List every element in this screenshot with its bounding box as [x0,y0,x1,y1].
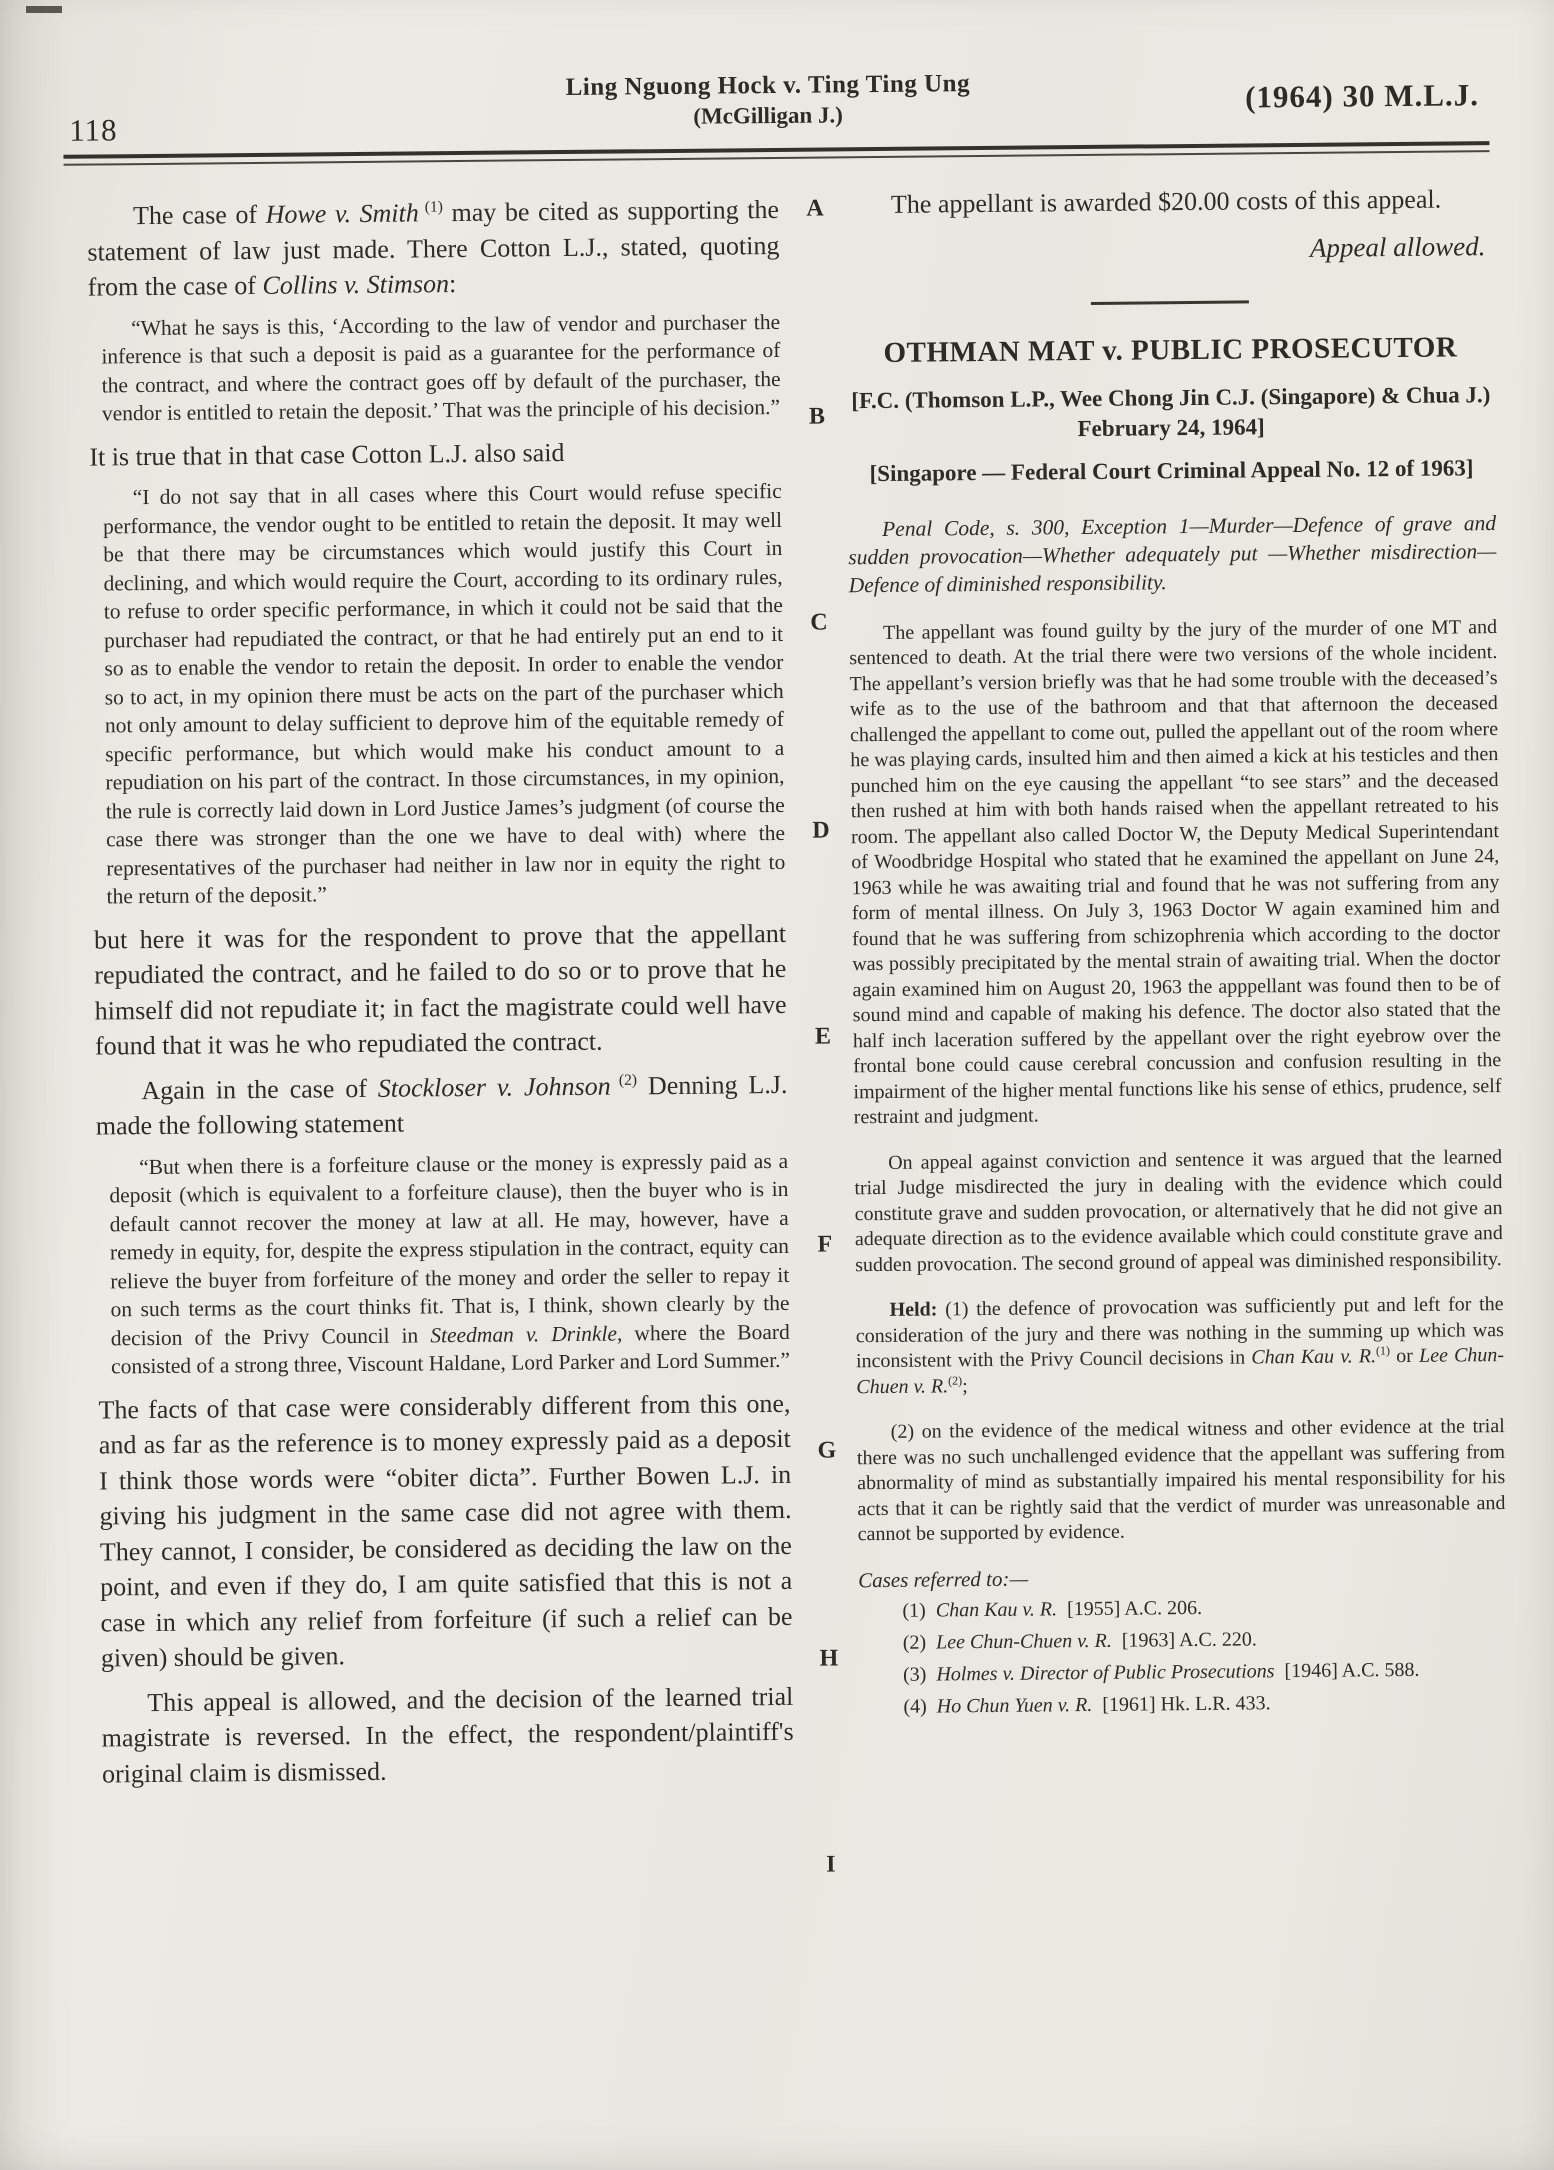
block-quote: “What he says is this, ‘According to the law of vendor and purchaser the inference is that such a deposit is paid as a guarantee for the performance of the contract, and where the contract goes off by default of the purchaser, the vendor is entitled to retain the deposit.’ That was the principle of his decision.” [101,309,781,426]
case-number: (1) [902,1599,926,1622]
case-divider-rule [1091,300,1249,305]
court-appeal-number-line: [Singapore — Federal Court Criminal Appeal No. 12 of 1963] [869,455,1474,487]
case-cite: [1961] Hk. L.R. 433. [1102,1691,1271,1716]
running-head-case-name: Ling Nguong Hock v. Ting Ting Ung [565,70,971,101]
case-cite: [1955] A.C. 206. [1066,1596,1203,1620]
margin-letter: D [812,817,830,844]
case-name: Chan Kau v. R. [935,1597,1058,1622]
right-column [845,181,1508,1721]
case-citation-row [859,1656,1507,1689]
margin-letter: I [826,1851,836,1878]
held-paragraph-1: Held: (1) the defence of provocation was sufficiently put and left for the consideration of the jury and there was nothing in the summing up which was inconsistent with the Privy Council decisions in Chan Kau v. R.$^{(1)}$ or Lee Chun-Chuen v. R.$^{(2)}$; [855,1293,1505,1398]
margin-letter: E [814,1023,832,1050]
case-cite: [1963] A.C. 220. [1121,1627,1257,1652]
block-quote: “But when there is a forfeiture clause or the money is expressly paid as a deposit (which is equivalent to a forfeiture clause), then the buyer who is in default cannot recover the money at law at all. He may, however, have a remedy in equity, for, despite the express stipulation in the contract, equity can relieve the buyer from forfeiture of the money and order the seller to repay it on such terms as the court thinks fit. That is, I think, shown clearly by the decision of the Privy Council in Steedman v. Drinkle, where the Board consisted of a strong three, Viscount Haldane, Lord Parker and Lord Summer.” [109,1148,791,1379]
page-number: 118 [69,112,118,148]
case-name: Holmes v. Director of Public Prosecutions [936,1659,1275,1685]
volume-citation: (1964) 30 M.L.J. [1244,77,1480,115]
margin-letter: H [819,1645,839,1672]
case-title: OTHMAN MAT v. PUBLIC PROSECUTOR [883,331,1458,369]
margin-letter: B [808,403,826,430]
grounds-paragraph: On appeal against conviction and sentence it was argued that the learned trial Judge misdirected the jury in dealing with the evidence which could constitute grave and sudden provocation, or alternatively that he did not give an adequate direction as to the evidence available which could constitute grave and sudden provocation. The second ground of appeal was diminished responsibility. [854,1145,1503,1276]
case-cite: [1946] A.C. 588. [1284,1658,1420,1682]
left-column [87,192,794,1801]
paragraph: but here it was for the respondent to prove that the appellant repudiated the contract, and he failed to do so or to prove that he himself did not repudiate it; in fact the magistrate could well have found that it was he who repudiated the contract. [93,918,787,1061]
case-citation-row [859,1688,1507,1721]
appeal-allowed-label: Appeal allowed. [1309,231,1486,263]
paragraph: The facts of that case were considerably different from this one, and as far as the reference is to money expressly paid as a deposit I think those words were “obiter dicta”. Further Bowen L.J. in giving his judgment in the same case did not agree with them. They cannot, I consider, be considered as deciding the law on the point, and even if they do, I am quite satisfied that this is not a case in which any relief from forfeiture (if such a relief can be given) should be given. [98,1388,793,1673]
case-number: (3) [902,1663,927,1686]
paragraph: Again in the case of Stockloser v. Johnson $^{(2)}$ Denning L.J. made the following statement [95,1069,788,1141]
cases-referred-label: Cases referred to:— [858,1566,1029,1592]
facts-paragraph: The appellant was found guilty by the jury of the murder of one MT and sentenced to death. At the trial there were two versions of the whole incident. The appellant’s version briefly was that he had some trouble with the deceased’s wife as to the use of the bathroom and that that afternoon the deceased challenged the appellant to come out, pulled the appellant out of the room where he was playing cards, insulted him and then aimed a kick at his testicles and then punched him on the eye causing the appellant “to see stars” and the deceased then rushed at him with both hands raised when the appellant retreated to his room. The appellant also called Doctor W, the Deputy Medical Superintendant of Woodbridge Hospital who stated that he examined the appellant on June 24, 1963 while he was awaiting trial and found that he was not suffering from any form of mental illness. On July 3, 1963 Doctor W again examined him and found that he was suffering from schizophrenia which according to the doctor was possibly precipitated by the mental strain of awaiting trial. When the doctor again examined him on August 20, 1963 the apppellant was found then to be of sound mind and capable of making his defence. The doctor also stated that the half inch laceration suffered by the appellant over the right eyebrow over the frontal bone could cause cerebral concussion and confusion resulting in the impairment of the higher mental functions like his sense of ethics, prudence, self restraint and judgment. [849,615,1502,1129]
case-citation-row [859,1624,1507,1657]
coram-line: [F.C. (Thomson L.P., Wee Chong Jin C.J. (Singapore) & Chua J.) February 24, 1964] [851,382,1491,442]
paragraph: This appeal is allowed, and the decision of the learned trial magistrate is reversed. In the effect, the respondent/plaintiff's original claim is dismissed. [101,1681,794,1789]
running-head [291,67,1246,133]
costs-paragraph: The appellant is awarded $20.00 costs of this appeal. [890,184,1442,219]
running-head-judge: (McGilligan J.) [693,102,843,129]
margin-letter: A [806,195,824,222]
paragraph: The case of Howe v. Smith $^{(1)}$ may be cited as supporting the statement of law just made. There Cotton L.J., stated, quoting from the case of Collins v. Stimson: [87,194,780,302]
case-name: Ho Chun Yuen v. R. [936,1693,1093,1717]
margin-letter: G [817,1437,837,1464]
header-rule [63,141,1489,166]
case-citation-row [858,1592,1506,1625]
block-quote: “I do not say that in all cases where this Court would refuse specific performance, the vendor ought to be entitled to retain the deposit. It may well be that there may be circumstances which would justify this Court in declining, and which would require the Court, according to its ordinary rules, to refuse to order specific performance, in which it could not be said that the purchaser had repudiated the contract, or that he had entirely put an end to it so as to enable the vendor to retain the deposit. In order to enable the vendor so to act, in my opinion there must be acts on the part of the purchaser which not only amount to delay sufficient to deprove him of the equitable remedy of specific performance, but which would make his conduct amount to a repudiation on his part of the contract. In those circumstances, in my opinion, the rule is correctly laid down in Lord Justice James’s judgment (of course the case there was stronger than the one we have to deal with) where the representatives of the purchaser had neither in law nor in equity the right to the return of the deposit.” [102,478,786,909]
case-number: (4) [903,1695,927,1718]
case-name: Lee Chun-Chuen v. R. [935,1629,1112,1653]
margin-letter: F [817,1231,833,1258]
case-number: (2) [902,1631,927,1654]
margin-letter: C [810,609,828,636]
paragraph: It is true that in that case Cotton L.J. also said [89,437,565,472]
held-paragraph-2: (2) on the evidence of the medical witness and other evidence at the trial there was no such unchallenged evidence that the appellant was suffering from abnormality of mind as substantially impaired his mental responsibility for his acts that it can be rightly said that the verdict of murder was unreasonable and cannot be supported by evidence. [856,1415,1506,1546]
headnote: Penal Code, s. 300, Exception 1—Murder—Defence of grave and sudden provocation—Whether adequately put —Whether misdirection—Defence of diminished responsibility. [848,511,1497,598]
